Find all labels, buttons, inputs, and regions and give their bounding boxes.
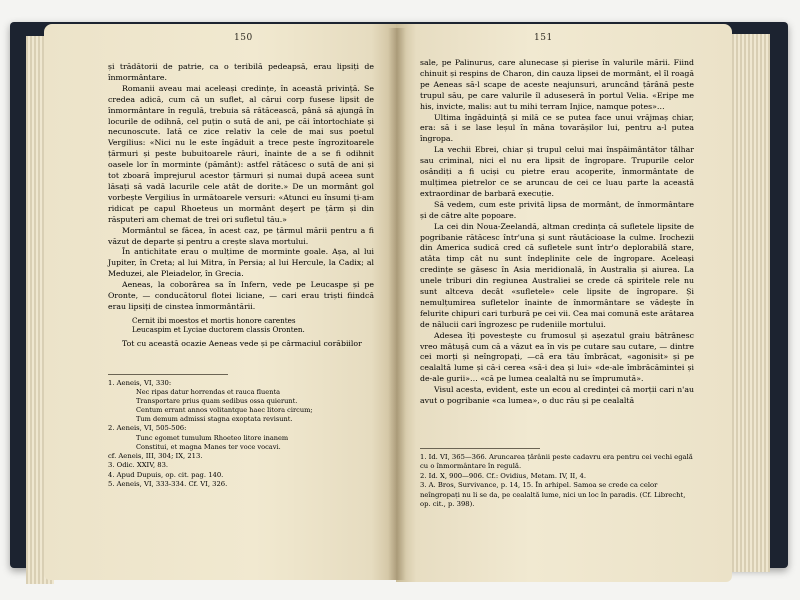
paragraph: Aeneas, la coborârea sa în Infern, vede pe Leucaspe și pe Oronte, — conducătorul flotei liciane, — cari erau triști fiindcă erau lipsiți de cinstea înmormântării. — [108, 280, 374, 311]
verse-line: Leucaspim et Lyciae ductorem classis Oronten. — [132, 325, 305, 335]
footnote-verse — [136, 388, 368, 424]
verse-line: Centum errant annos volitantque haec litora circum; — [136, 406, 313, 415]
paragraph: sale, pe Palinurus, care alunecase și pierise în valurile mării. Fiind chinuit și respins de Charon, din cauza lipsei de mormânt, el îl roagă pe Aeneas să-l scape de aceste neajunsuri, aruncând țărână peste trupul său, pe care valurile îl aduseseră în portul Velia. «Eripe me his, invicte, malis: aut tu mihi terram Injice, namque potes»… — [420, 58, 694, 111]
footnote: 1. Aeneis, VI, 330: — [108, 379, 172, 387]
latin-verse — [132, 316, 374, 335]
book-gutter — [388, 28, 406, 580]
footnote-verse — [136, 434, 368, 452]
paragraph: Tot cu această ocazie Aeneas vede și pe cârmaciul corăbiilor — [122, 339, 362, 349]
paragraph: În antichitate erau o mulțime de morminte goale. Așa, al lui Jupiter, în Creta; al lui Mitra, în Persia; al lui Hercule, la Cadix; al Meduzei, ale Pleiadelor, în Grecia. — [108, 247, 374, 279]
left-page-body — [108, 62, 374, 350]
left-footnotes — [108, 374, 368, 489]
verse-line: Transportare prius quam sedibus ossa quierunt. — [136, 397, 298, 406]
footnote: 2. Id. X, 900—906. Cf.: Ovidius, Metam. IV, II, 4. — [420, 471, 587, 480]
verse-line: Tunc egomet tumulum Rhoeteo litore inanem — [136, 433, 289, 442]
footnote: cf. Aeneis, III, 304; IX, 213. — [108, 451, 203, 460]
verse-line: Constitui, et magna Manes ter voce vocavi. — [136, 442, 281, 451]
footnote: 1. Id. VI, 365—366. Aruncarea țărânii peste cadavru era pentru cei vechi egală cu o înmormântare în regulă. — [420, 453, 693, 471]
footnote-rule — [420, 448, 540, 449]
paragraph: Să vedem, cum este privită lipsa de mormânt, de înmormântare și de către alte popoare. — [420, 199, 694, 220]
footnote: 2. Aeneis, VI, 505-506: — [108, 424, 187, 433]
right-page-body — [420, 58, 694, 407]
paragraph: și trădătorii de patrie, ca o teribilă pedeapsă, erau lipsiți de înmormântare. — [108, 62, 374, 82]
verse-line: Nec ripas datur horrendas et rauca fluenta — [136, 388, 281, 397]
paragraph: Romanii aveau mai aceleași credințe, în această privință. Se credea adică, cum că un suflet, al cărui corp fusese lipsit de înmormântare în regulă, trebuia să rătăcească, până să ajungă în locurile de odihnă, cel puțin o sută de ani, pe căi întortochiate și necunoscute. Iată ce zice relativ la cele de mai sus poetul Vergilius: «Nici nu le este îngăduit a trece peste îngrozitoarele țărmuri și peste bubuitoarele râuri, înainte de a se fi odihnit oasele lor în morminte (pământ): astfel rătăcesc o sută de ani și tot zboară împrejurul acestor țărmuri și numai după aceea sunt lăsați să vadă lacurile cele atât de dorite.» De un mormânt gol vorbește Vergilius în următoarele versuri: «Atunci eu însumi ți-am ridicat pe capul Rhoeteus un mormânt deşert pe țărm și din răsputeri am chemat de trei ori sufletul tău.» — [108, 83, 374, 224]
footnote: 3. A. Bros, Survivance, p. 14, 15. În arhipel. Samoa se crede ca celor neîngropați nu li se da, pe cealaltă lume, nici un loc în paradis. (Cf. Librecht, op. cit., p. 398). — [420, 481, 686, 509]
page-number: 151 — [534, 33, 553, 43]
verse-line: Tum demum admissi stagna exoptata revisunt. — [136, 415, 293, 424]
footnote: 5. Aeneis, VI, 333-334. Cf. VI, 326. — [108, 480, 228, 489]
verse-line: Cernit ibi moestos et mortis honore carentes — [132, 315, 296, 325]
footnote: 4. Apud Dupuis, op. cit. pag. 140. — [108, 470, 224, 479]
footnote: 3. Odic. XXIV, 83. — [108, 461, 169, 470]
paragraph: Adesea îți povestește cu frumosul și așezatul graiu bătrânesc vreo mătușă cum că a văzut ea în vis pe cutare sau cutare, — dintre cei morți și neîngropați, —că era tău îmbrăcat, «agonisit» și pe cealaltă lume și că-i cerea «să-i dea și lui» «de-ale îmbrăcămintei și de-ale gurii»… «că pe lumea cealaltă nu se împrumută». — [420, 330, 694, 384]
paragraph: La vechii Ebrei, chiar și trupul celui mai înspăimântător tâlhar sau criminal, nici el nu era lipsit de îngropare. Trupurile celor osândiți a fi uciși cu pietre erau acoperite, înmormântate de mulțimea pietrelor ce se aruncau de cei ce luau parte la această extraordinar de barbară execuție. — [420, 145, 694, 198]
paragraph: La cei din Noua-Zeelandă, altman credința că sufletele lipsite de pogribanie rătăcesc într'una și sunt răutăcioase la culme. Irochezii din America sudică cred că sufletele sunt într'o deplorabilă stare, atâta timp cât nu sunt îndeplinite cele de îngropare. Aceleași credințe se găsesc în Asia meridională, în Australia și aiurea. La unele triburi din regiunea Australiei se crede că spiritele rele nu sunt altceva decât «sufletele» cele lipsite de îngropare. Și nemulțumirea sufletelor înainte de înmormântare se vădește în felurite chipuri cari turbură pe cei vii. Cea mai comună este arătarea de nălucii cari îngrozesc pe rudeniile mortului. — [420, 221, 694, 329]
page-number: 150 — [234, 33, 253, 43]
footnote-rule — [108, 374, 228, 375]
paragraph: Visul acesta, evident, este un ecou al credinței că morții cari n'au avut o pogribanie «ca lumea», o duc rău și pe cealaltă — [420, 385, 694, 406]
paragraph: Mormântul se făcea, în acest caz, pe țărmul mării pentru a fi văzut de departe și pentru a crește slava mortului. — [108, 225, 374, 246]
right-footnotes — [420, 448, 694, 509]
paragraph: Ultima îngăduință și milă ce se putea face unui vrăjmaș chiar, era: să i se lase leșul în mâna tovarășilor lui, pentru a-l putea îngropa. — [420, 112, 694, 144]
